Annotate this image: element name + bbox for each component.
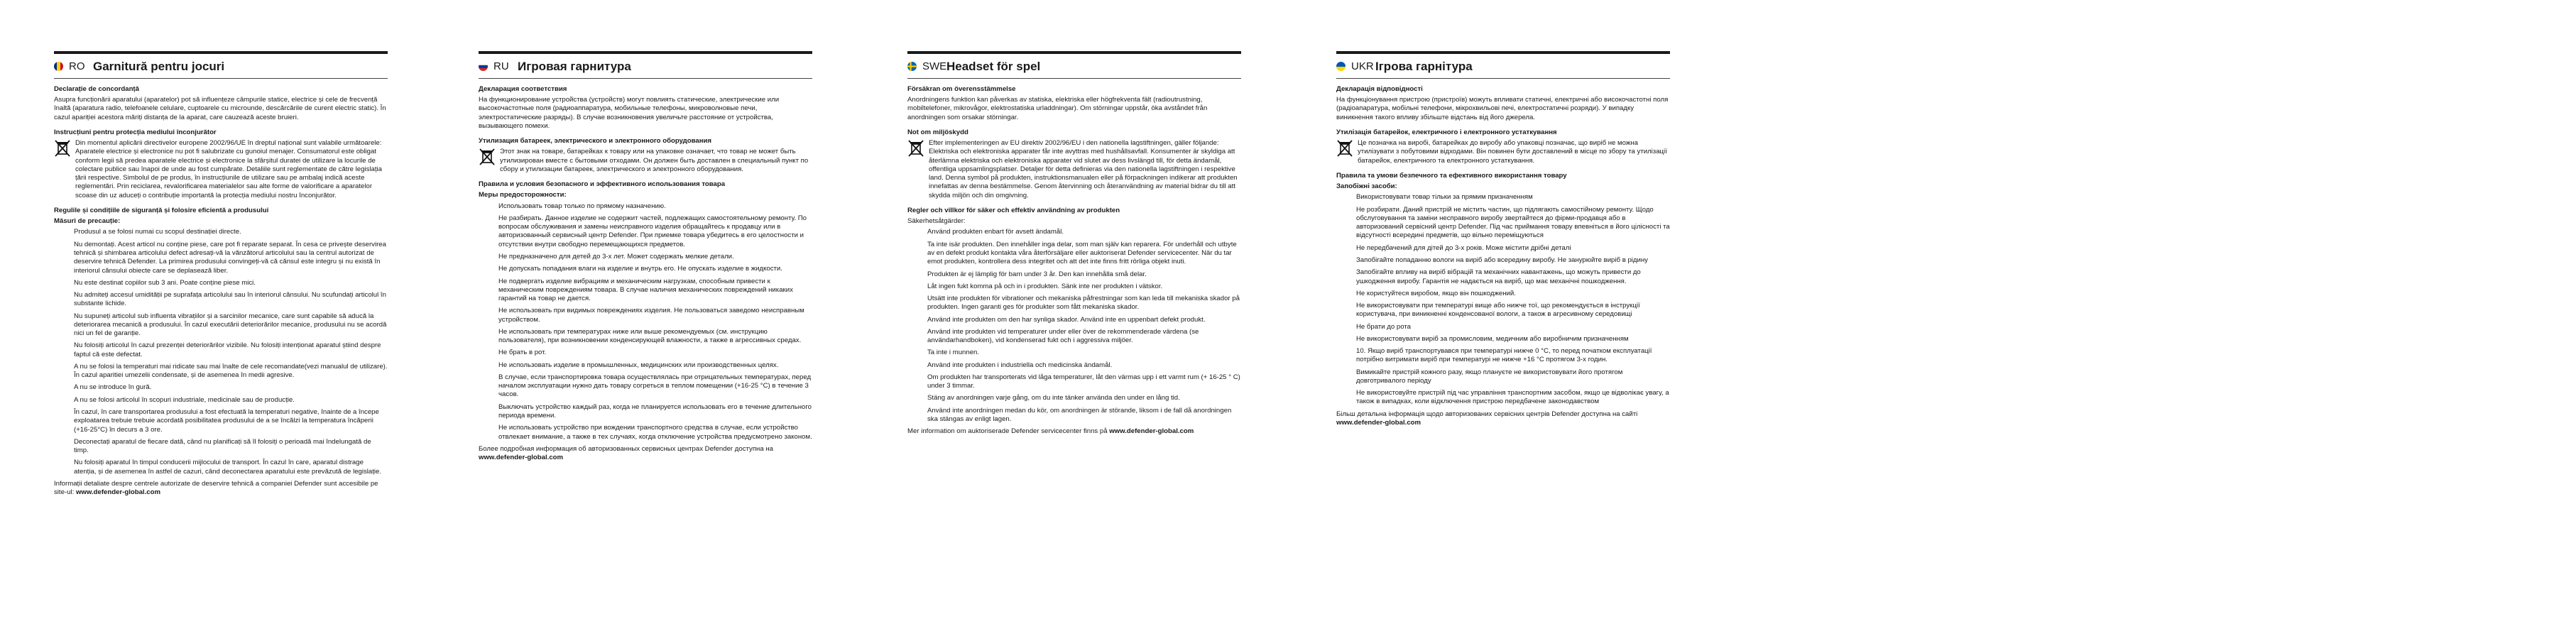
list-item: Nu folosiți articolul în cazul prezenței deteriorărilor vizibile. Nu folosiți intenționat aparatul știind despre faptul că este defectat.	[74, 341, 381, 358]
list-item: Использовать товар только по прямому назначению.	[498, 202, 666, 210]
list-item: A nu se introduce în gură.	[74, 383, 152, 392]
safety-heading: Правила и условия безопасного и эффективного использования товара	[479, 180, 726, 189]
section-header	[54, 59, 388, 79]
list-item: Не подвергать изделие вибрациям и механическим нагрузкам, способным привести к механическим повреждениям товара. В случае наличия механических повреждений никаких гарантий на товар не дается.	[498, 277, 793, 303]
list-item: Produkten är ej lämplig för barn under 3 år. Den kan innehålla små delar.	[927, 270, 1147, 278]
language-code: RO	[69, 60, 85, 73]
flag-romania-icon	[54, 62, 63, 71]
list-item: В случае, если транспортировка товара осуществлялась при отрицательных температурах, перед началом эксплуатации нужно дать товару согреться в теплом помещении (+16-25 °С) в течение 3 часов.	[498, 373, 812, 399]
list-item: Не использовать при температурах ниже или выше рекомендуемых (см. инструкцию пользователя), при возникновении конденсирующей влажности, а также в агрессивных средах.	[498, 327, 802, 345]
product-title: Headset för spel	[946, 60, 1041, 73]
list-item: Utsätt inte produkten för vibrationer och mekaniska påfrestningar som kan leda till mekaniska skador på produkten. Ingen garanti ges för produkter som fått mekaniska skador.	[927, 295, 1240, 312]
crossed-bin-icon	[479, 148, 496, 166]
section-ukr	[1336, 51, 1670, 429]
section-header	[1336, 59, 1670, 79]
list-item: Använd produkten enbart för avsett ändamål.	[927, 228, 1064, 236]
conformity-text: На функціонування пристрою (пристроїв) можуть впливати статичні, електричні або високочастотні поля (радіоапаратура, мобільні телефони, мікрохвильові печі, електростатичні розряди). У випадку виникнення такого впливу збільште відстань від його джерела.	[1336, 96, 1669, 121]
list-item: Не разбирать. Данное изделие не содержит частей, подлежащих самостоятельному ремонту. По вопросам обслуживания и замены неисправного изделия обращайтесь к продавцу или в авторизованный сервисный центр Defender. При приемке товара убедитесь в его целостности и отсутствии внутри свободно перемещающихся предметов.	[498, 214, 807, 248]
list-item: Deconectați aparatul de fiecare dată, când nu planificați să îl folosiți o perioadă mai îndelungată de timp.	[74, 437, 371, 455]
section-ru	[479, 51, 812, 464]
list-item: A nu se folosi articolul în scopuri industriale, medicinale sau de producție.	[74, 395, 295, 404]
disposal-heading: Not om miljöskydd	[907, 128, 968, 136]
crossed-bin-icon	[907, 139, 924, 158]
list-item: Не использовать при видимых повреждениях изделия. Не пользоваться заведомо неисправным устройством.	[498, 307, 804, 324]
disposal-block	[1336, 139, 1670, 165]
safety-heading: Regler och villkor för säker och effektiv användning av produkten	[907, 206, 1120, 214]
list-item: Не использовать изделие в промышленных, медицинских или производственных целях.	[498, 361, 779, 369]
list-item: Не предназначено для детей до 3-х лет. Может содержать мелкие детали.	[498, 253, 734, 261]
flag-sweden-icon	[907, 62, 917, 71]
conformity-heading: Declarație de concordanță	[54, 84, 139, 93]
precautions-list	[907, 228, 1241, 424]
list-item: Nu demontați. Acest articol nu conține piese, care pot fi reparate separat. În cesa ce privește deservirea tehnică și shimbarea articolului defect adresați-vă la vănzătorul articolului sau la centrul autorizat de deservire tehnică Defender. La primirea produsului convingeți-vă că cănsul este integru și nu există în interiorul cănsului obiecte care se deplasează liber.	[74, 240, 386, 275]
list-item: Om produkten har transporterats vid låga temperaturer, låt den värmas upp i ett varmt rum (+ 16-25 ° C) under 3 timmar.	[927, 373, 1240, 390]
list-item: Använd inte anordningen medan du kör, om anordningen är störande, liksom i de fall då anordningen ska stängas av enligt lagen.	[927, 406, 1232, 423]
precautions-list	[479, 202, 812, 442]
list-item: A nu se folosi la temperaturi mai ridicate sau mai înalte de cele recomandate(vezi manualul de utilizare). În cazul aparitiei umezelii condensate, și de asemenea în medii agresive.	[74, 362, 388, 380]
section-header	[907, 59, 1241, 79]
flag-ukraine-icon	[1336, 62, 1346, 71]
list-item: Не використовувати виріб за промисловим, медичним або виробничим призначенням	[1356, 334, 1629, 343]
section-header	[479, 59, 812, 79]
disposal-heading: Утилізація батарейок, електричного і електронного устаткування	[1336, 128, 1557, 136]
list-item: Produsul a se folosi numai cu scopul destinației directe.	[74, 228, 241, 236]
list-item: Не розбирати. Даний пристрій не містить частин, що підлягають самостійному ремонту. Щодо обслуговування та заміни несправного виробу звертайтеся до фірми-продавця або в авторизований сервісний центр Defender. Під час приймання товару впевніться в його цілісності та відсутності всередині предметів, що вільно переміщуються	[1356, 205, 1670, 240]
list-item: Не брать в рот.	[498, 349, 547, 357]
safety-heading: Regulile și condițiile de siguranță și folosire eficientă a produsului	[54, 206, 269, 214]
footer-text: Более подробная информация об авторизованных сервисных центрах Defender доступна на www.defender-global.com	[479, 444, 773, 462]
precautions-subheading: Меры предосторожности:	[479, 191, 567, 199]
safety-heading: Правила та умови безпечного та ефективного використання товару	[1336, 171, 1567, 180]
flag-russia-icon	[479, 62, 488, 71]
disposal-heading: Instrucțiuni pentru protecția mediului înconjurător	[54, 128, 217, 136]
list-item: Nu supuneți articolul sub influenta vibrațiilor și a sarcinilor mecanice, care sunt capabile să aducă la deteriorarea mecanică a produsului. În cazul executării deteriorărilor mecanice, produsului nu se acordă nici un fel de garanție.	[74, 312, 387, 338]
conformity-text: На функционирование устройства (устройств) могут повлиять статические, электрические или высокочастотные поля (радиоаппаратура, мобильные телефоны, микроволновые печи, электростатические разряды). В случае возникновения увеличьте расстояние от устройства, вызывающего помехи.	[479, 96, 780, 130]
precautions-subheading: Măsuri de precauție:	[54, 217, 121, 226]
product-title: Garnitură pentru jocuri	[93, 60, 225, 73]
precautions-list	[1336, 193, 1670, 406]
website-link[interactable]: www.defender-global.com	[1336, 418, 1421, 427]
disposal-text: Этот знак на товаре, батарейках к товару или на упаковке означает, что товар не может быть утилизирован вместе с бытовыми отходами. Он должен быть доставлен в специальный пункт по сбору и утилизации батареек, электрического и электронного оборудования.	[500, 148, 809, 173]
crossed-bin-icon	[1336, 139, 1353, 158]
list-item: Nu admiteți accesul umidității pe suprafața articolului sau în interiorul cănsului. Nu scufundați articolul în substante lichide.	[74, 291, 386, 308]
section-swe	[907, 51, 1241, 439]
conformity-heading: Декларація відповідності	[1336, 84, 1423, 93]
top-rule	[907, 51, 1241, 54]
list-item: Не використовувати при температурі вище або нижче тої, що рекомендується в інструкції користувача, при виникненні конденсованої вологи, а також в агресивному середовищі	[1356, 302, 1640, 319]
top-rule	[479, 51, 812, 54]
disposal-heading: Утилизация батареек, электрического и электронного оборудования	[479, 137, 712, 146]
footer-text: Більш детальна інформація щодо авторизованих сервісних центрів Defender доступна на сайті www.defender-global.com	[1336, 410, 1638, 427]
list-item: Stäng av anordningen varje gång, om du inte tänker använda den under en lång tid.	[927, 394, 1180, 402]
conformity-heading: Декларация соответствия	[479, 84, 567, 93]
website-link[interactable]: www.defender-global.com	[1109, 427, 1194, 436]
disposal-block	[54, 139, 388, 200]
language-code: RU	[493, 60, 509, 73]
language-code: UKR	[1351, 60, 1374, 73]
list-item: Nu este destinat copiilor sub 3 ani. Poate conține piese mici.	[74, 278, 256, 287]
precautions-subheading: Запобіжні засоби:	[1336, 182, 1397, 191]
conformity-text: Anordningens funktion kan påverkas av statiska, elektriska eller högfrekventa fält (radioutrustning, mobiltelefoner, mikrovågor, elektrostatiska urladdningar). Om störningar uppstår, öka avståndet från anordningen som orsakar störningar.	[907, 96, 1208, 121]
list-item: 10. Якщо виріб транспортувався при температурі нижче 0 °С, то перед початком експлуатації потрібно витримати виріб при температурі не нижче +16 °С протягом 3-х годин.	[1356, 347, 1652, 364]
disposal-text: Din momentul aplicării directivelor europene 2002/96/UE în dreptul național sunt valabile următoarele: Aparatele electrice și electronice nu pot fi salubrizate cu gunoiul menajer. Consumatorul este obligat conform legii să predea aparatele electrice și electronice la sfârșitul duratei de utilizare la locurile de colectare publice sau înapoi de unde au fost cumpărate. Detaliile sunt reglementate de către legislația țării respective. Simbolul de pe produs, în instrucțiunile de utilizare sau pe ambalaj indică aceste reglementări. Prin reciclarea, revalorificarea materialelor sau alte forme de valorificare a aparatelor scoase din uz aduceți o contribuție importantă la protecția mediului nostru înconjurător.	[75, 139, 382, 199]
list-item: Не передбачений для дітей до 3-х років. Може містити дрібні деталі	[1356, 243, 1571, 252]
list-item: Ta inte isär produkten. Den innehåller inga delar, som man själv kan reparera. För underhåll och utbyte av en defekt produkt kontakta våra återförsäljare eller auktoriserat Defender servicecenter. När du tar emot produkten, kontrollera dess integritet och att det inte finns fritt rörliga objekt inuti.	[927, 240, 1237, 266]
list-item: În cazul, în care transportarea produsului a fost efectuată la temperaturi negative, înainte de a începe exploatarea trebuie trebuie acordată posibilitatea produsului de a se încălzi la temperatura încăperii (+16-25°C) în decurs a 3 ore.	[74, 407, 379, 434]
list-item: Запобігайте впливу на виріб вібрацій та механічних навантажень, що можуть привести до ушкодження виробу. Гарантія не надається на виріб, що має механічні пошкодження.	[1356, 268, 1641, 285]
list-item: Не користуйтеся виробом, якщо він пошкоджений.	[1356, 289, 1516, 297]
conformity-heading: Försäkran om överensstämmelse	[907, 84, 1016, 93]
list-item: Використовувати товар тільки за прямим призначенням	[1356, 193, 1533, 202]
product-title: Игровая гарнитура	[518, 60, 631, 73]
footer-text: Informații detaliate despre centrele autorizate de deservire tehnică a companiei Defender sunt accesibile pe site-ul: www.defender-global.com	[54, 479, 378, 497]
footer-text: Mer information om auktoriserade Defender servicecenter finns på www.defender-global.com	[907, 427, 1194, 436]
list-item: Använd inte produkten i industriella och medicinska ändamål.	[927, 361, 1113, 369]
list-item: Не використовуйте пристрій під час управління транспортним засобом, якщо це відволікає увагу, а також в випадках, коли відключення пристрою передбачене законодавством	[1356, 389, 1669, 406]
disposal-block	[479, 148, 812, 174]
conformity-text: Asupra funcționării aparatului (aparatelor) pot să influențeze câmpurile statice, electrice și cele de frecvență înaltă (aparatura radio, telefoanele celulare, cuptoarele cu microunde, descărcările de curent electric static). În cazul apariției acestora măriți distanța de la aparat, care cauzează aceste bruieri.	[54, 96, 386, 121]
crossed-bin-icon	[54, 139, 71, 158]
disposal-block	[907, 139, 1241, 200]
website-link[interactable]: www.defender-global.com	[479, 454, 564, 462]
website-link[interactable]: www.defender-global.com	[75, 488, 160, 497]
list-item: Запобігайте попаданню вологи на виріб або всередину виробу. Не занурюйте виріб в рідину	[1356, 256, 1648, 264]
list-item: Nu folosiți aparatul în timpul conducerii mijlocului de transport. În cazul în care, aparatul distrage atenția, și de asemenea în astfel de cazuri, când deconectarea aparatului este prevăzută de legislație.	[74, 459, 382, 476]
list-item: Låt ingen fukt komma på och in i produkten. Sänk inte ner produkten i vätskor.	[927, 282, 1163, 290]
disposal-text: Це позначка на виробі, батарейках до виробу або упаковці позначає, що виріб не можна утилізувати з побутовими відходами. Він повинен бути доставлений в місце по збору та утилізації батарейок, електричного та електронного устаткування.	[1358, 139, 1667, 165]
precautions-subheading: Säkerhetsåtgärder:	[907, 217, 966, 226]
top-rule	[54, 51, 388, 54]
language-code: SWE	[922, 60, 947, 73]
section-ro	[54, 51, 388, 499]
top-rule	[1336, 51, 1670, 54]
list-item: Не допускать попадания влаги на изделие и внутрь его. Не опускать изделие в жидкости.	[498, 265, 782, 273]
product-title: Ігрова гарнітура	[1375, 60, 1473, 73]
list-item: Не использовать устройство при вождении транспортного средства в случае, если устройство отвлекает внимание, а также в тех случаях, когда отключение устройства предусмотрено законом.	[498, 424, 812, 441]
precautions-list	[54, 228, 388, 476]
disposal-text: Efter implementeringen av EU direktiv 2002/96/EU i den nationella lagstiftningen, gäller följande: Elektriska och elektroniska apparater får inte avyttras med hushållsavfall. Konsumenter är skyldiga att återlämna elektriska och elektroniska apparater vid slutet av dess livslängd till, för detta ändamål, offentliga uppsamlingsplatser. Detaljer för detta definieras via den nationella lagstiftningen i respektive land. Denna symbol på produkten, instruktionsmanualen eller på förpackningen indikerar att produkten innefattas av denna bestämmelse. Genom återvinning och återanvändning av material bidrar du till att skydda miljön och din omgivning.	[929, 139, 1238, 199]
list-item: Ta inte i munnen.	[927, 349, 980, 357]
list-item: Använd inte produkten vid temperaturer under eller över de rekommenderade värdena (se användarhandboken), vid kondenserad fukt och i aggressiva miljöer.	[927, 327, 1199, 345]
list-item: Вимикайте пристрій кожного разу, якщо плануєте не використовувати його протягом довготривалого періоду	[1356, 368, 1623, 385]
list-item: Выключать устройство каждый раз, когда не планируется использовать его в течение длительного периода времени.	[498, 402, 812, 420]
list-item: Använd inte produkten om den har synliga skador. Använd inte en uppenbart defekt produkt.	[927, 315, 1206, 324]
list-item: Не брати до рота	[1356, 322, 1411, 331]
